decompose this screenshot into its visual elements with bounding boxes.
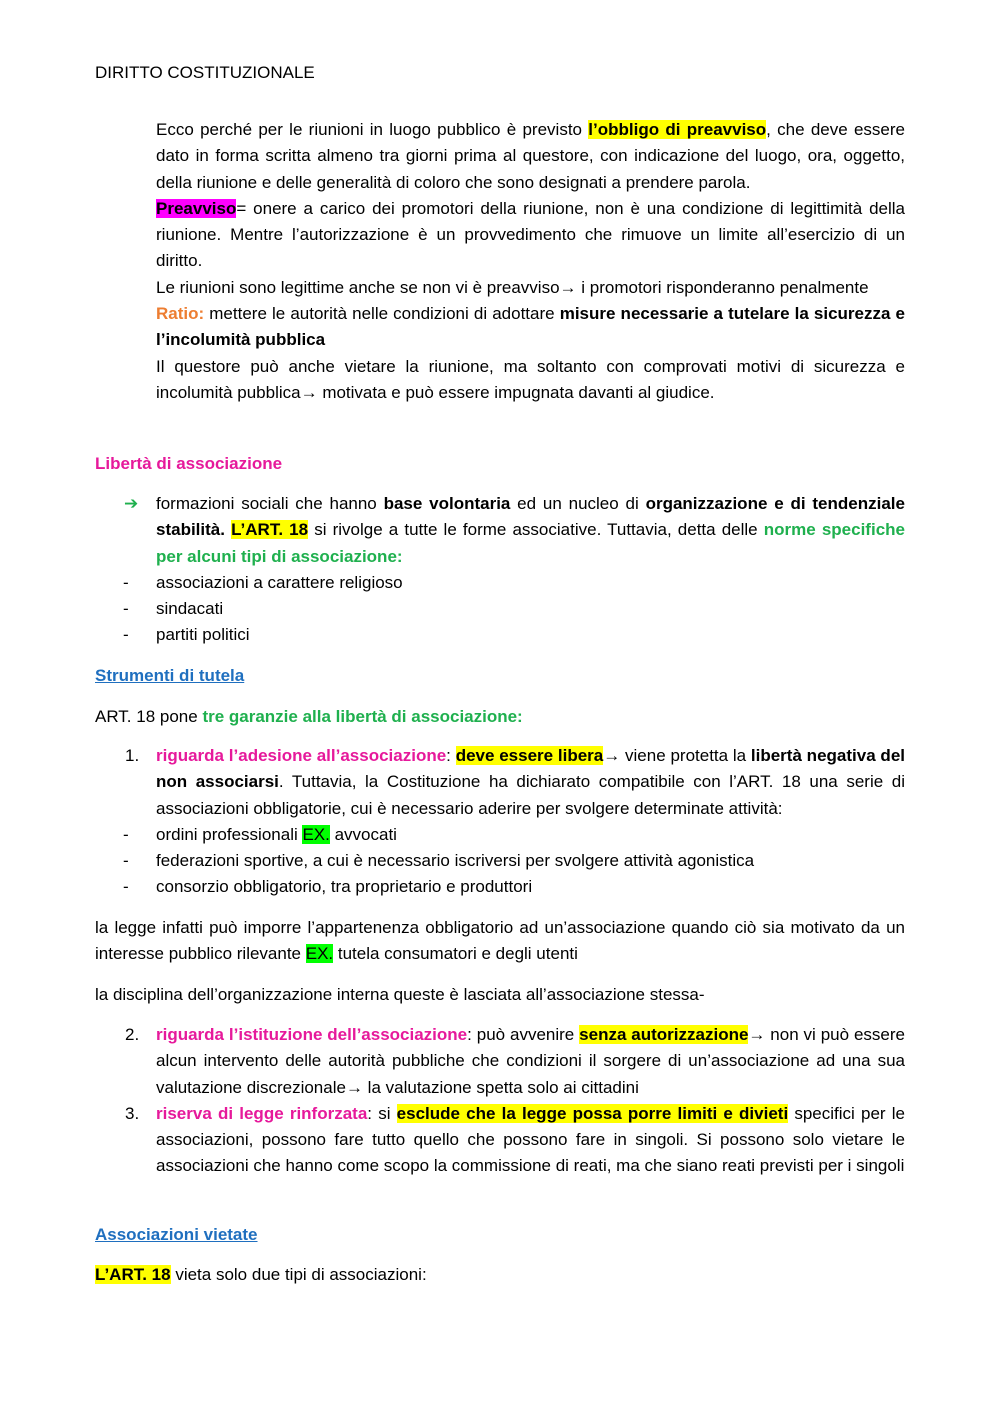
highlight-ex: EX. (305, 944, 334, 964)
highlight-art18: L’ART. 18 (95, 1265, 171, 1284)
section-heading-associazione: Libertà di associazione (95, 454, 283, 473)
arrow-right-icon: → (300, 382, 318, 402)
arrow-right-icon: → (559, 277, 577, 297)
highlight-esclude: esclude che la legge possa porre limiti e divieti (396, 1103, 789, 1123)
garanzia-item-1: 1. riguarda l’adesione all’associazione: deve essere libera→ viene protetta la libertà negativa del non associarsi. Tuttavia, la Costituzione ha dichiarato compatibile con l’ART. 18 una serie di associazioni obbligatorie, cui è necessario aderire per svolgere determinate attività: (156, 743, 905, 822)
paragraph-questore: Il questore può anche vietare la riunione, ma soltanto con comprovati motivi di sicurezza e incolumità pubblica→ motivata e può essere impugnata davanti al giudice. (156, 354, 905, 407)
paragraph-legge: la legge infatti può imporre l’appartenenza obbligatorio ad un’associazione quando ciò sia motivato da un interesse pubblico rilevante EX. tutela consumatori e degli utenti (95, 918, 905, 964)
highlight-senza-autorizzazione: senza autorizzazione (579, 1025, 749, 1044)
list-item: - federazioni sportive, a cui è necessario iscriversi per svolgere attività agonistica (123, 851, 755, 871)
intro-section (95, 117, 905, 406)
highlight-libera: deve essere libera (455, 746, 604, 765)
garanzia-1-section (95, 743, 905, 901)
arrow-right-icon: → (748, 1025, 766, 1044)
page-header: DIRITTO COSTITUZIONALE (95, 63, 315, 82)
section-heading-tutela: Strumenti di tutela (95, 666, 245, 685)
highlight-obbligo-preavviso: l’obbligo di preavviso (588, 120, 767, 139)
garanzia-item-3: 3. riserva di legge rinforzata: si esclude che la legge possa porre limiti e divieti specifici per le associazioni, possono fare tutto quello che possono fare in singoli. Si possono solo vietare le associazioni che hanno come scopo la commissione di reati, ma che siano reati previsti per i singoli (125, 1103, 905, 1176)
list-item-formazioni-sociali: ➔ formazioni sociali che hanno base volontaria ed un nucleo di organizzazione e di tendenziale stabilità. L’ART. 18 si rivolge a tutte le forme associative. Tuttavia, detta delle norme specifiche per alcuni tipi di associazione: (156, 491, 905, 570)
paragraph-disciplina: la disciplina dell’organizzazione interna queste è lasciata all’associazione stessa- (95, 985, 705, 1004)
garanzia-item-2: 2. riguarda l’istituzione dell’associazione: può avvenire senza autorizzazione→ non vi può essere alcun intervento delle autorità pubbliche che condizioni il sorgere di un’associazione ad una sua valutazione discrezionale→ la valutazione spetta solo ai cittadini (156, 1022, 905, 1101)
green-arrow-icon: ➔ (124, 494, 139, 513)
section-heading-vietate: Associazioni vietate (95, 1225, 258, 1244)
paragraph-vietate: L’ART. 18 vieta solo due tipi di associazioni: (95, 1265, 427, 1284)
ratio-label: Ratio: (156, 304, 205, 324)
paragraph-ratio: Ratio: mettere le autorità nelle condizioni di adottare misure necessarie a tutelare la sicurezza e l’incolumità pubblica (156, 304, 906, 350)
highlight-preavviso: Preavviso (156, 198, 237, 218)
paragraph-preavviso-obbligo: Ecco perché per le riunioni in luogo pubblico è previsto l’obbligo di preavviso, che deve essere dato in forma scritta almeno tra giorni prima al questore, con indicazione del luogo, ora, oggetto, della riunione e delle generalità di coloro che sono designati a prendere parola. (156, 120, 905, 192)
highlight-art18: L’ART. 18 (231, 520, 309, 540)
highlight-ex: EX. (302, 824, 330, 844)
list-item: - associazioni a carattere religioso (123, 572, 403, 592)
list-item: - consorzio obbligatorio, tra proprietario e produttori (123, 877, 533, 897)
paragraph-legittime: Le riunioni sono legittime anche se non vi è preavviso→ i promotori risponderanno penalmente (156, 275, 905, 301)
arrow-right-icon: → (345, 1077, 363, 1097)
list-item: - ordini professionali EX. avvocati (123, 824, 397, 844)
paragraph-preavviso-definizione: Preavviso= onere a carico dei promotori della riunione, non è una condizione di legittimità della riunione. Mentre l’autorizzazione è un provvedimento che rimuove un limite all’esercizio di un diritto. (156, 198, 905, 271)
list-item: - sindacati (123, 599, 224, 619)
garanzie-2-3-section (95, 1022, 905, 1180)
list-item: - partiti politici (123, 625, 250, 645)
tutela-intro: ART. 18 pone tre garanzie alla libertà di associazione: (95, 707, 523, 726)
arrow-right-icon: → (603, 746, 621, 765)
associazione-section (95, 491, 905, 649)
